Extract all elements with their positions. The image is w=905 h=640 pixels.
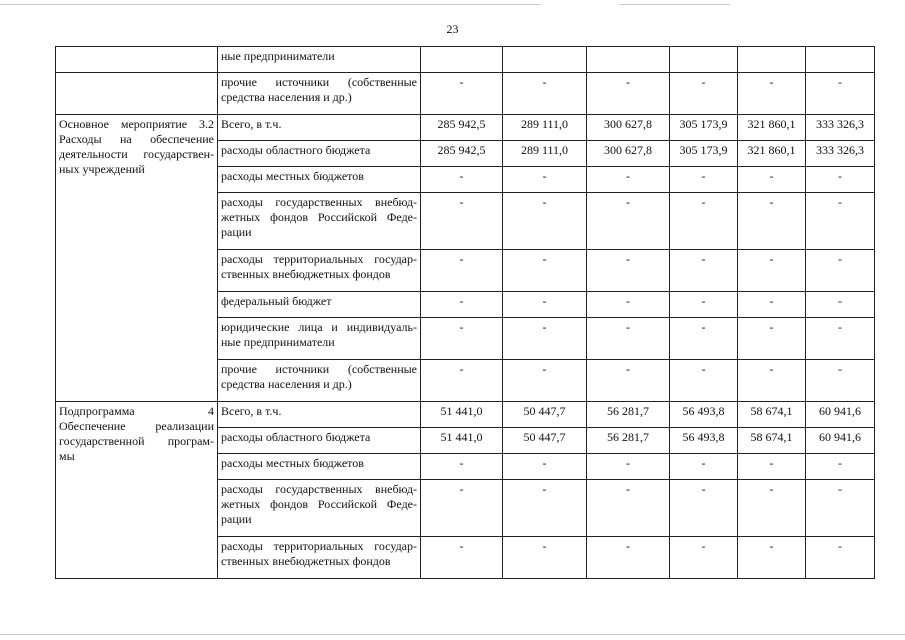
value-cell: 51 441,0 [421,428,503,454]
funding-source-cell [218,193,421,250]
value-cell: 58 674,1 [738,402,806,428]
value-cell [421,47,503,73]
value-cell: - [421,193,503,250]
funding-source-line: ные предприниматели [221,335,335,349]
funding-source-line: ственных внебюджетных фондов [221,267,391,281]
value-cell: - [738,250,806,292]
funding-source-cell [218,480,421,537]
value-cell: 58 674,1 [738,428,806,454]
value-cell: - [738,167,806,193]
funding-source-cell [218,47,421,73]
value-cell: - [670,193,738,250]
value-cell: - [503,318,587,360]
table-row [56,402,875,428]
value-cell: - [421,360,503,402]
value-cell: - [587,292,670,318]
value-cell: 50 447,7 [503,428,587,454]
value-cell: - [587,454,670,480]
value-cell: - [587,480,670,537]
value-cell: - [806,167,875,193]
value-cell: 56 493,8 [670,428,738,454]
value-cell: - [421,480,503,537]
value-cell: - [806,250,875,292]
value-cell: 56 493,8 [670,402,738,428]
value-cell [738,47,806,73]
funding-source-cell [218,537,421,579]
value-cell: - [503,360,587,402]
value-cell: - [806,454,875,480]
value-cell: - [503,193,587,250]
value-cell: 285 942,5 [421,115,503,141]
scan-edge-top [0,4,540,5]
program-name-line: Обеспечение реализации [59,419,214,433]
program-cell [56,47,218,73]
value-cell: 305 173,9 [670,141,738,167]
funding-source-cell [218,454,421,480]
funding-source-line: расходы государственных внебюд- [221,195,417,209]
value-cell: 60 941,6 [806,428,875,454]
funding-source-cell [218,318,421,360]
value-cell: - [670,292,738,318]
funding-source-line: расходы государственных внебюд- [221,482,417,496]
value-cell: 333 326,3 [806,115,875,141]
funding-source-cell [218,141,421,167]
table-body [56,47,875,579]
value-cell: - [503,292,587,318]
value-cell: - [738,454,806,480]
value-cell: - [503,250,587,292]
value-cell: - [670,480,738,537]
funding-source-line: рации [221,225,252,239]
value-cell: 300 627,8 [587,115,670,141]
value-cell: 285 942,5 [421,141,503,167]
value-cell: - [421,537,503,579]
funding-source-line: средства населения и др.) [221,377,352,391]
value-cell: - [587,318,670,360]
funding-source-line: Всего, в т.ч. [221,117,282,131]
value-cell: 333 326,3 [806,141,875,167]
value-cell: - [421,167,503,193]
program-name-line: ных учреждений [59,162,145,176]
value-cell: 289 111,0 [503,115,587,141]
value-cell: 300 627,8 [587,141,670,167]
funding-source-line: расходы областного бюджета [221,430,371,444]
value-cell: 305 173,9 [670,115,738,141]
value-cell: - [738,73,806,115]
value-cell: - [587,167,670,193]
value-cell: 321 860,1 [738,115,806,141]
funding-source-line: расходы местных бюджетов [221,456,364,470]
program-cell [56,402,218,579]
value-cell [670,47,738,73]
value-cell [806,47,875,73]
value-cell [503,47,587,73]
funding-source-line: расходы областного бюджета [221,143,371,157]
value-cell: 289 111,0 [503,141,587,167]
funding-source-cell [218,250,421,292]
funding-source-line: средства населения и др.) [221,90,352,104]
funding-source-line: юридические лица и индивидуаль- [221,320,417,334]
funding-source-line: прочие источники (собственные [221,362,417,376]
value-cell: 56 281,7 [587,402,670,428]
value-cell: - [503,167,587,193]
program-name-line: Расходы на обеспечение [59,132,214,146]
value-cell: - [806,360,875,402]
funding-source-line: жетных фондов Российской Феде- [221,210,417,224]
value-cell: - [806,480,875,537]
value-cell: - [503,537,587,579]
value-cell: - [806,292,875,318]
funding-source-line: расходы территориальных государ- [221,539,417,553]
value-cell: 50 447,7 [503,402,587,428]
value-cell: - [738,360,806,402]
value-cell: - [738,480,806,537]
value-cell: - [738,292,806,318]
value-cell: - [806,537,875,579]
value-cell: - [421,292,503,318]
funding-source-cell [218,73,421,115]
funding-source-cell [218,292,421,318]
value-cell: - [421,454,503,480]
value-cell: - [503,454,587,480]
program-cell [56,73,218,115]
value-cell: - [421,250,503,292]
table-row [56,47,875,73]
value-cell: - [587,537,670,579]
funding-source-line: ные предприниматели [221,49,335,63]
value-cell: - [587,73,670,115]
page-number: 23 [446,22,459,36]
value-cell: - [503,480,587,537]
funding-source-line: расходы местных бюджетов [221,169,364,183]
value-cell: - [806,318,875,360]
funding-source-line: жетных фондов Российской Феде- [221,497,417,511]
scan-edge-bottom [0,634,905,635]
funding-source-line: ственных внебюджетных фондов [221,554,391,568]
value-cell: - [670,454,738,480]
program-name-line: Основное мероприятие 3.2 [59,117,214,131]
funding-source-cell [218,402,421,428]
value-cell: - [421,318,503,360]
funding-source-cell [218,428,421,454]
funding-source-cell [218,360,421,402]
value-cell: - [670,250,738,292]
value-cell: - [670,167,738,193]
program-name-line: государственной програм- [59,434,214,448]
value-cell: 60 941,6 [806,402,875,428]
budget-table [55,46,875,579]
table-row [56,73,875,115]
value-cell: - [670,73,738,115]
program-name-line: мы [59,449,75,463]
value-cell: - [738,318,806,360]
value-cell: - [503,73,587,115]
funding-source-line: Всего, в т.ч. [221,404,282,418]
funding-source-line: рации [221,512,252,526]
value-cell: - [806,193,875,250]
value-cell: - [738,537,806,579]
funding-source-cell [218,167,421,193]
funding-source-cell [218,115,421,141]
value-cell: 56 281,7 [587,428,670,454]
value-cell: - [587,360,670,402]
program-cell [56,115,218,402]
value-cell: - [670,360,738,402]
scan-edge-top-right [620,4,730,5]
value-cell: - [738,193,806,250]
funding-source-line: федеральный бюджет [221,294,332,308]
funding-source-line: расходы территориальных государ- [221,252,417,266]
value-cell: - [587,193,670,250]
value-cell: 51 441,0 [421,402,503,428]
table-row [56,115,875,141]
funding-source-line: прочие источники (собственные [221,75,417,89]
program-name-line: Подпрограмма 4 [59,404,214,418]
value-cell: - [806,73,875,115]
program-name-line: деятельности государствен- [59,147,214,161]
value-cell: 321 860,1 [738,141,806,167]
value-cell: - [421,73,503,115]
value-cell: - [670,318,738,360]
value-cell: - [670,537,738,579]
value-cell [587,47,670,73]
value-cell: - [587,250,670,292]
